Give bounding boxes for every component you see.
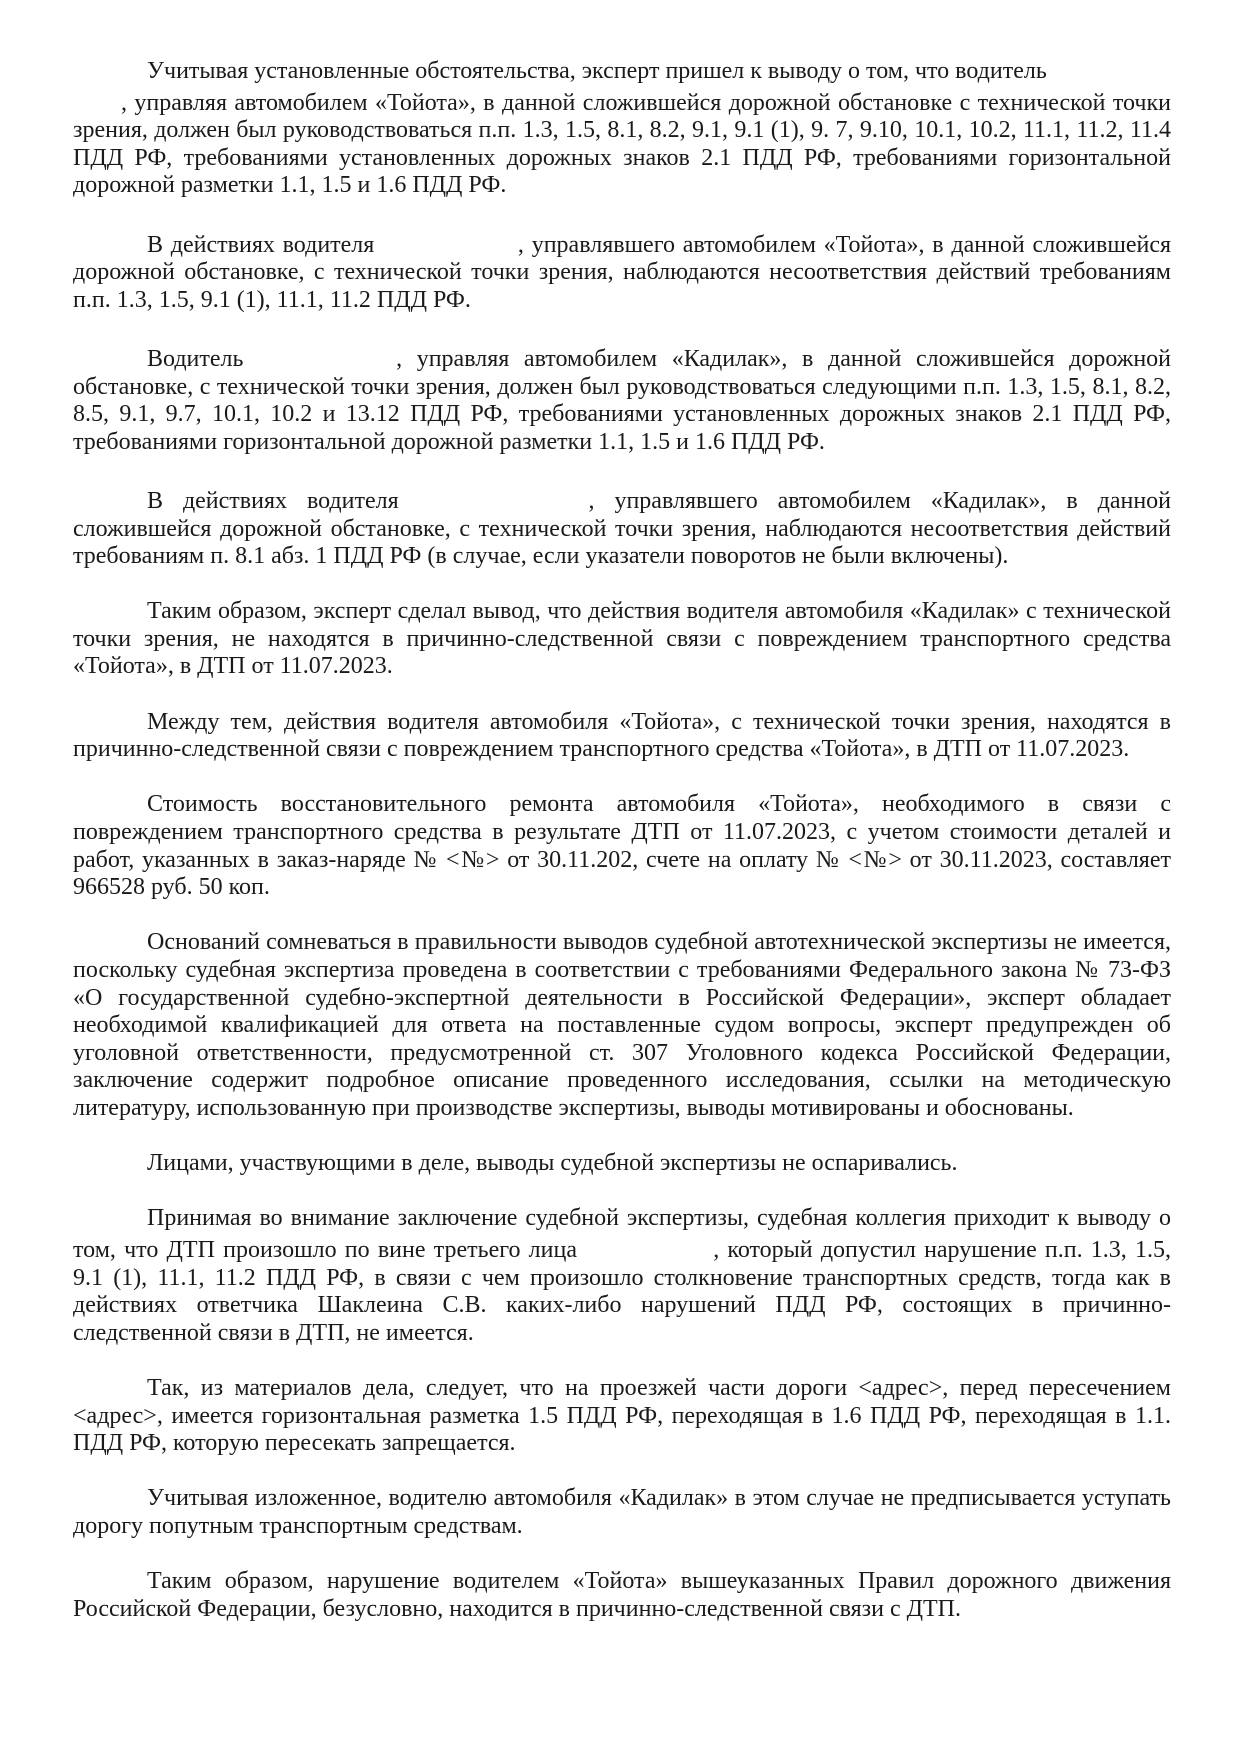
redacted-name — [258, 342, 396, 366]
paragraph-text: , управлявшего автомобилем «Тойота», в данной сложившейся дорожной обстановке, с технической точки зрения, наблюдаются несоответствия действий требованиям п.п. 1.3, 1.5, 9.1 (1), 11.1, 11.2 ПДД РФ. — [73, 231, 1172, 313]
paragraph-cadillac-driver-duties — [73, 342, 1171, 456]
paragraph-text: , управляя автомобилем «Кадилак», в данной сложившейся дорожной обстановке, с технической точки зрения, должен был руководствоваться следующими п.п. 1.3, 1.5, 8.1, 8.2, 8.5, 9.1, 9.7, 10.1, 10.2 и 13.12 ПДД РФ, требованиями установленных дорожных знаков 2.1 ПДД РФ, требованиями горизонтальной дорожной разметки 1.1, 1.5 и 1.6 ПДД РФ. — [73, 345, 1172, 455]
paragraph-toyota-causation: Между тем, действия водителя автомобиля «Тойота», с технической точки зрения, находятся в причинно-следственной связи с повреждением транспортного средства «Тойота», в ДТП от 11.07.2023. — [73, 708, 1171, 763]
paragraph-expert-cadillac-no-causation: Таким образом, эксперт сделал вывод, что действия водителя автомобиля «Кадилак» с технической точки зрения, не находятся в причинно-следственной связи с повреждением транспортного средства «Тойота», в ДТП от 11.07.2023. — [73, 598, 1171, 680]
paragraph-toyota-driver-violations — [73, 228, 1171, 315]
paragraph-repair-cost: Стоимость восстановительного ремонта автомобиля «Тойота», необходимого в связи с повреждением транспортного средства в результате ДТП от 11.07.2023, с учетом стоимости деталей и работ, указанных в заказ-наряде № <№> от 30.11.202, счете на оплату № <№> от 30.11.2023, составляет 966528 руб. 50 коп. — [73, 791, 1171, 901]
paragraph-no-dispute: Лицами, участвующими в деле, выводы судебной экспертизы не оспаривались. — [147, 1150, 958, 1177]
redacted-name — [382, 228, 510, 252]
paragraph-text: Водитель — [147, 345, 244, 372]
paragraph-cadillac-driver-violations — [73, 484, 1171, 571]
paragraph-text: , управлявшего автомобилем «Кадилак», в данной сложившейся дорожной обстановке, с технической точки зрения, наблюдаются несоответствия действий требованиям п. 8.1 абз. 1 ПДД РФ (в случае, если указатели поворотов не были включены). — [73, 487, 1172, 570]
redacted-name — [419, 484, 569, 508]
paragraph-no-yield-requirement: Учитывая изложенное, водителю автомобиля «Кадилак» в этом случае не предписывается уступать дорогу попутным транспортным средствам. — [73, 1485, 1171, 1539]
paragraph-text: В действиях водителя — [147, 231, 375, 258]
document-page — [73, 58, 1171, 1623]
paragraph-text: , который допустил нарушение п.п. 1.3, 1.5, 9.1 (1), 11.1, 11.2 ПДД РФ, в связи с чем произошло столкновение транспортных средств, тогда как в действиях ответчика Шаклеина С.В. каких-либо нарушений ПДД РФ, состоящих в причинно-следственной связи в ДТП, не имеется. — [73, 1236, 1172, 1346]
paragraph-text: Учитывая установленные обстоятельства, эксперт пришел к выводу о том, что водитель — [147, 58, 1047, 84]
paragraph-third-party-fault — [73, 1205, 1171, 1347]
paragraph-text: В действиях водителя — [147, 487, 399, 514]
paragraph-expertise-validity: Оснований сомневаться в правильности выводов судебной автотехнической экспертизы не имеется, поскольку судебная экспертиза проведена в соответствии с требованиями Федерального закона № 73-ФЗ «О государственной судебно-экспертной деятельности в Российской Федерации», эксперт обладает необходимой квалификацией для ответа на поставленные судом вопросы, эксперт предупрежден об уголовной ответственности, предусмотренной ст. 307 Уголовного кодекса Российской Федерации, заключение содержит подробное описание проведенного исследования, ссылки на методическую литературу, использованную при производстве экспертизы, выводы мотивированы и обоснованы. — [73, 929, 1171, 1121]
paragraph-text: , управляя автомобилем «Тойота», в данной сложившейся дорожной обстановке с технической точки зрения, должен был руководствоваться п.п. 1.3, 1.5, 8.1, 8.2, 9.1, 9.1 (1), 9. 7, 9.10, 10.1, 10.2, 11.1, 11.2, 11.4 ПДД РФ, требованиями установленных дорожных знаков 2.1 ПДД РФ, требованиями горизонтальной дорожной разметки 1.1, 1.5 и 1.6 ПДД РФ. — [73, 89, 1171, 199]
redacted-name — [585, 1233, 713, 1257]
paragraph-final-conclusion: Таким образом, нарушение водителем «Тойота» вышеуказанных Правил дорожного движения Российской Федерации, безусловно, находится в причинно-следственной связи с ДТП. — [73, 1568, 1171, 1622]
paragraph-expert-conclusion-toyota-driver — [73, 58, 1171, 200]
redacted-name — [73, 86, 121, 110]
paragraph-text: Принимая во внимание заключение судебной экспертизы, судебная коллегия приходит к выводу о том, что ДТП произошло по вине третьего лица — [73, 1205, 1171, 1263]
paragraph-road-marking: Так, из материалов дела, следует, что на проезжей части дороги <адрес>, перед пересечением <адрес>, имеется горизонтальная разметка 1.5 ПДД РФ, переходящая в 1.6 ПДД РФ, переходящая в 1.1. ПДД РФ, которую пересекать запрещается. — [73, 1374, 1171, 1457]
